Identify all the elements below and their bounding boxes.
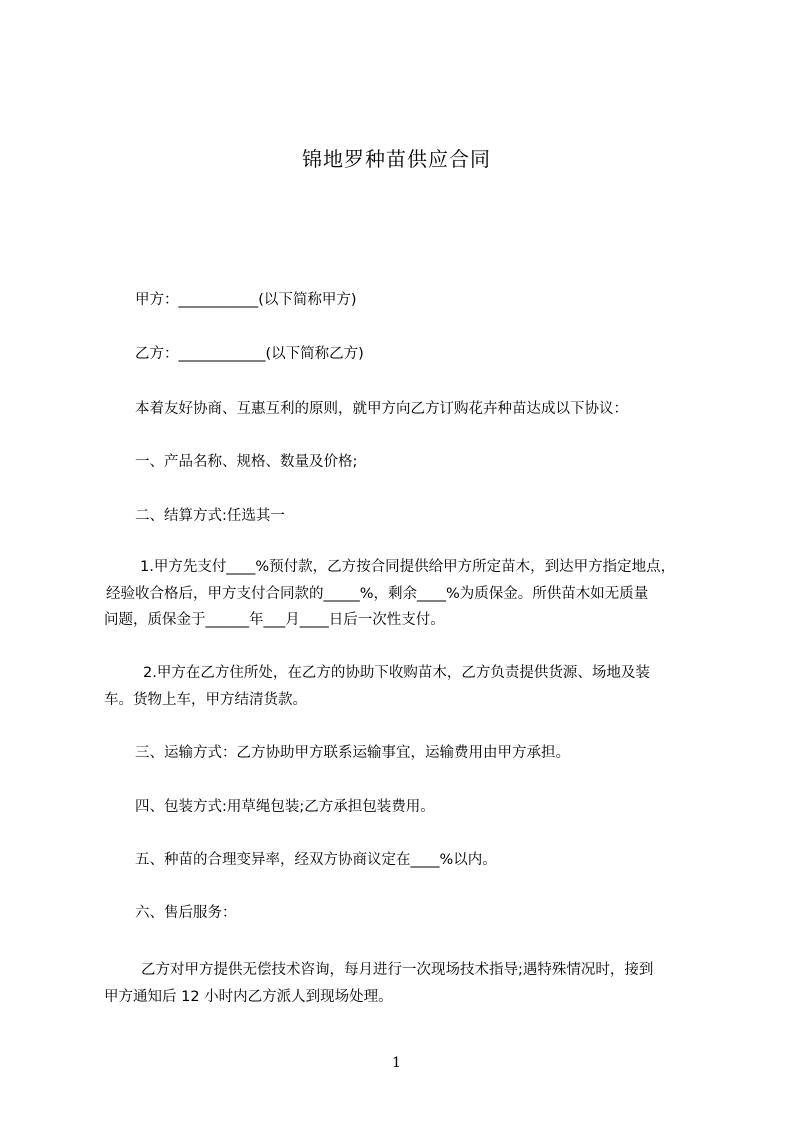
section-packaging: 四、包装方式:用草绳包装;乙方承担包装费用。 [135,799,435,815]
settlement-option-2-line-1: 2.甲方在乙方住所处，在乙方的协助下收购苗木，乙方负责提供货源、场地及装 [143,665,650,681]
settlement-option-1-line-2: 经验收合格后，甲方支付合同款的_____%，剩余____%为质保金。所供苗木如无质量 [106,586,649,602]
section-products: 一、产品名称、规格、数量及价格; [135,454,358,470]
document-title: 锦地罗种苗供应合同 [302,147,491,171]
settlement-option-1-line-1: 1.甲方先支付____%预付款，乙方按合同提供给甲方所定苗木，到达甲方指定地点， [140,559,676,575]
intro-paragraph: 本着友好协商、互惠互利的原则，就甲方向乙方订购花卉种苗达成以下协议： [135,401,628,417]
settlement-option-2-line-2: 车。货物上车，甲方结清货款。 [104,692,307,708]
after-sales-line-1: 乙方对甲方提供无偿技术咨询，每月进行一次现场技术指导;遇特殊情况时，接到 [141,962,654,978]
page-number: 1 [392,1055,401,1071]
settlement-option-1-line-3: 问题，质保金于______年___月____日后一次性支付。 [104,612,445,628]
section-settlement: 二、结算方式:任选其一 [135,508,285,524]
after-sales-line-2: 甲方通知后 12 小时内乙方派人到现场处理。 [104,989,393,1005]
party-a-line: 甲方：___________(以下简称甲方) [135,292,357,308]
party-b-line: 乙方：____________(以下简称乙方) [135,346,364,362]
section-after-sales: 六、售后服务： [135,905,237,921]
section-variation-rate: 五、种苗的合理变异率，经双方协商议定在____%以内。 [135,852,497,868]
section-transport: 三、运输方式：乙方协助甲方联系运输事宜，运输费用由甲方承担。 [135,745,570,761]
